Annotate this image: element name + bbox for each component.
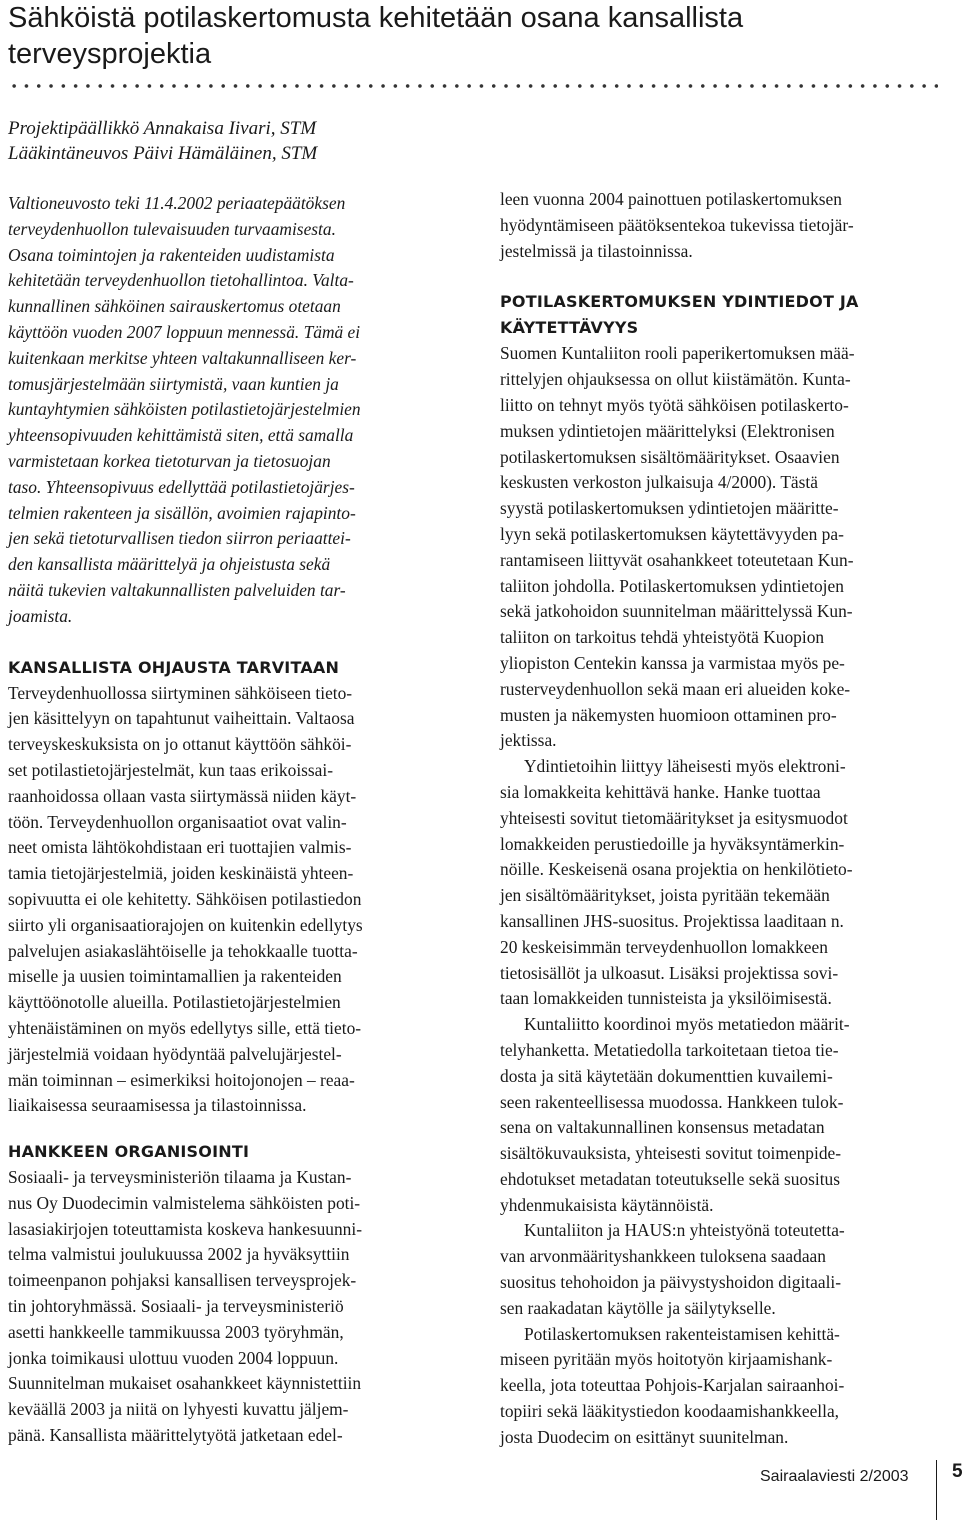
text-line: jektissa. [500, 730, 557, 751]
page-footer [760, 1461, 963, 1492]
body-paragraph [8, 1165, 453, 1449]
text-line: yliopiston Centekin kanssa ja varmistaa myös pe- [500, 652, 845, 673]
section-heading: POTILASKERTOMUKSEN YDINTIEDOT JA [500, 292, 859, 312]
text-line: Kuntaliiton ja HAUS:n yhteistyönä toteutetta- [524, 1220, 845, 1241]
author-line: Projektipäällikkö Annakaisa Iivari, STM [8, 118, 317, 139]
text-line: Valtioneuvosto teki 11.4.2002 periaatepäätöksen [8, 193, 346, 213]
title-line: Sähköistä potilaskertomusta kehitetään osana kansallista [8, 2, 744, 34]
text-line: lasasiakirjojen toteuttamista koskeva hankesuunni- [8, 1218, 363, 1239]
author-block [8, 116, 428, 166]
text-line: telyhanketta. Metatiedolla tarkoitetaan tietoa tie- [500, 1039, 839, 1060]
text-line: Potilaskertomuksen rakenteistamisen kehittä- [524, 1323, 840, 1344]
text-line: syystä potilaskertomuksen ydintietojen määritte- [500, 498, 839, 519]
text-line: jonka toimikausi ulottuu vuoden 2004 loppuun. [8, 1347, 339, 1368]
text-line: keskusten verkoston julkaisuja 4/2000). Tästä [500, 472, 818, 493]
text-line: leen vuonna 2004 painottuen potilaskertomuksen [500, 189, 842, 209]
body-paragraph [8, 681, 453, 1120]
text-line: näitä tukevien valtakunnallisten palveluiden tar- [8, 579, 346, 600]
text-line: jen sisältömääritykset, joista pyritään tekemään [500, 885, 830, 906]
text-line: kansallinen JHS-suositus. Projektissa laaditaan n. [500, 910, 844, 931]
text-line: nöille. Keskeisenä osana projektia on henkilötieto- [500, 859, 853, 880]
text-line: taan lomakkeiden tunnisteista ja yksilöimisestä. [500, 988, 832, 1009]
body-paragraph [500, 754, 950, 1012]
text-line: rantamiseen liittyvät osahankkeet toteutetaan Kun- [500, 549, 854, 570]
dotted-divider [8, 83, 938, 89]
body-paragraph [500, 341, 950, 754]
body-paragraph [500, 1012, 950, 1218]
section-heading: HANKKEEN ORGANISOINTI [8, 1142, 250, 1162]
body-paragraph [500, 187, 950, 264]
text-line: Suomen Kuntaliiton rooli paperikertomuksen mää- [500, 343, 855, 364]
text-line: toimeenpanon pohjaksi kansallisen terveysprojek- [8, 1270, 357, 1291]
text-line: liitto on tehnyt myös työtä sähköisen potilaskerto- [500, 394, 849, 415]
text-line: josta Duodecim on esittänyt suunitelman. [500, 1426, 789, 1447]
text-line: jen sekä tietoturvallisen tiedon siirron periaattei- [8, 528, 351, 549]
text-line: taliiton johdolla. Potilaskertomuksen ydintietojen [500, 575, 844, 596]
text-line: kuitenkaan merkitse yhteen valtakunnalliseen ker- [8, 347, 357, 368]
text-line: keväällä 2003 ja niitä on lyhyesti kuvattu jäljem- [8, 1399, 349, 1420]
footer-divider [936, 1460, 937, 1520]
text-line: kuntayhtymien sähköisten potilastietojärjestelmien [8, 399, 361, 420]
text-line: taliiton on tarkoitus tehdä yhteistyötä Kuopion [500, 627, 825, 648]
text-line: suositus tehohoidon ja päivystyshoidon digitaali- [500, 1272, 842, 1293]
title-line: terveysprojektia [8, 38, 212, 70]
text-line: pänä. Kansallista määrittelytyötä jatketaan edel- [8, 1425, 343, 1446]
left-column [8, 191, 453, 1449]
text-line: 20 keskeisimmän terveydenhuollon lomakkeen [500, 936, 828, 957]
text-line: lomakkeiden perustiedoille ja hyväksyntämerkin- [500, 833, 845, 854]
body-paragraph [500, 1322, 950, 1451]
section-heading: KÄYTETTÄVYYS [500, 318, 639, 338]
text-line: liaikaisessa seuraamisessa ja tilastoinnissa. [8, 1095, 307, 1116]
text-line: tin johtoryhmässä. Sosiaali- ja terveysministeriö [8, 1296, 344, 1317]
text-line: ehdotukset metadatan toteutukselle sekä suositus [500, 1168, 841, 1189]
text-line: asetti hankkeelle tammikuussa 2003 työryhmän, [8, 1321, 344, 1342]
text-line: Kuntaliitto koordinoi myös metatiedon määrit- [524, 1014, 850, 1035]
text-line: Ydintietoihin liittyy läheisesti myös elektroni- [524, 756, 846, 777]
text-line: sopivuutta ei ole kehitetty. Sähköisen potilastiedon [8, 888, 362, 909]
text-line: tamia tietojärjestelmiä, joiden keskinäistä yhteen- [8, 863, 354, 884]
journal-name: Sairaalaviesti 2/2003 [760, 1468, 909, 1485]
text-line: käyttöönotolle alueilla. Potilastietojärjestelmien [8, 992, 341, 1013]
text-line: yhteisesti sovitut tietomääritykset ja esitysmuodot [500, 807, 848, 828]
text-line: miseen pyritään myös hoitotyön kirjaamishank- [500, 1349, 833, 1370]
text-line: keella, jota toteuttaa Pohjois-Karjalan sairaanhoi- [500, 1375, 845, 1396]
text-line: miselle ja uusien toimintamallien ja rakenteiden [8, 966, 342, 987]
text-line: käyttöön vuoden 2007 loppuun mennessä. Tämä ei [8, 321, 361, 342]
text-line: Sosiaali- ja terveysministeriön tilaama ja Kustan- [8, 1167, 352, 1188]
text-line: seen rakenteellisessa muodossa. Hankkeen tulok- [500, 1091, 844, 1112]
author-line: Lääkintäneuvos Päivi Hämäläinen, STM [8, 143, 318, 164]
text-line: siirto yli organisaatiorajojen on kuitenkin edellytys [8, 914, 363, 935]
text-line: lyyn sekä potilaskertomuksen käytettävyyden pa- [500, 523, 844, 544]
text-line: Terveydenhuollossa siirtyminen sähköiseen tieto- [8, 682, 353, 703]
text-line: terveydenhuollon tulevaisuuden turvaamisesta. [8, 218, 336, 239]
article-title [8, 0, 948, 72]
text-line: järjestelmiä voidaan hyödyntää palvelujärjestel- [8, 1043, 342, 1064]
text-line: sia lomakkeita kehittävä hanke. Hanke tuottaa [500, 781, 821, 802]
text-line: musten ja näkemysten huomioon ottaminen pro- [500, 704, 837, 725]
text-line: sena on valtakunnallinen konsensus metadatan [500, 1117, 825, 1138]
text-line: hyödyntämiseen päätöksentekoa tukevissa tietojär- [500, 214, 854, 235]
right-column [500, 187, 950, 1451]
text-line: palvelujen asiakaslähtöiselle ja tehokkaalle tuotta- [8, 940, 358, 961]
text-line: sekä jatkohoidon suunnitelman määrittelyssä Kun- [500, 601, 853, 622]
body-paragraph [500, 1218, 950, 1321]
text-line: telma valmistui joulukuussa 2002 ja hyväksyttiin [8, 1244, 350, 1265]
text-line: Osana toimintojen ja rakenteiden uudistamista [8, 244, 335, 265]
text-line: kunnallinen sähköinen sairauskertomus otetaan [8, 296, 341, 317]
text-line: joamista. [8, 605, 73, 626]
text-line: set potilastietojärjestelmät, kun taas erikoissai- [8, 759, 334, 780]
text-line: rittelyjen ohjauksessa on ollut kiistämätön. Kunta- [500, 369, 851, 390]
text-line: van arvonmäärityshankkeen tuloksena saadaan [500, 1246, 826, 1267]
text-line: taso. Yhteensopivuus edellyttää potilastietojärjes- [8, 476, 355, 497]
text-line: nus Oy Duodecimin valmistelema sähköisten poti- [8, 1192, 361, 1213]
text-line: topiiri sekä lääkitystiedon koodaamishankkeella, [500, 1401, 840, 1422]
text-line: sen raakadatan käytölle ja säilytykselle. [500, 1297, 776, 1318]
text-line: rusterveydenhuollon sekä maan eri alueiden koke- [500, 678, 851, 699]
text-line: män toiminnan – esimerkiksi hoitojonojen – reaa- [8, 1069, 355, 1090]
text-line: dosta ja sitä käytetään dokumenttien kuvailemi- [500, 1065, 833, 1086]
text-line: Suunnitelman mukaiset osahankkeet käynnistettiin [8, 1373, 362, 1394]
text-line: töön. Terveydenhuollon organisaatiot ovat valin- [8, 811, 347, 832]
text-line: muksen ydintietojen määrittelyksi (Elektronisen [500, 420, 835, 441]
text-line: potilaskertomuksen sisältömääritykset. Osaavien [500, 446, 840, 467]
text-line: yhtenäistäminen on myös edellytys sille, että tieto- [8, 1017, 362, 1038]
text-line: yhdenmukaisista käytännöistä. [500, 1194, 714, 1215]
text-line: neet omista lähtökohdistaan eri tuottajien valmis- [8, 837, 352, 858]
text-line: tietosisällöt ja ulkoasut. Lisäksi projektissa sovi- [500, 962, 839, 983]
text-line: telmien rakenteen ja sisällön, avoimien rajapinto- [8, 502, 356, 523]
intro-paragraph [8, 191, 453, 630]
text-line: yhteensopivuuden kehittämistä siten, että samalla [8, 425, 354, 446]
text-line: jen käsittelyyn on tapahtunut vaiheittain. Valtaosa [8, 708, 355, 729]
text-line: sisältökuvauksista, yhteisesti sovitut toimenpide- [500, 1143, 842, 1164]
text-line: jestelmissä ja tilastoinnissa. [500, 240, 693, 261]
section-heading: KANSALLISTA OHJAUSTA TARVITAAN [8, 657, 340, 677]
text-line: varmistetaan korkea tietoturvan ja tietosuojan [8, 450, 331, 471]
text-line: raanhoidossa ollaan vasta siirtymässä niiden käyt- [8, 785, 357, 806]
text-line: kehitetään terveydenhuollon tietohallintoa. Valta- [8, 270, 354, 291]
text-line: tomusjärjestelmään siirtymistä, vaan kuntien ja [8, 373, 339, 394]
page-number: 5 [952, 1461, 963, 1482]
text-line: terveyskeskuksista on jo ottanut käyttöön sähköi- [8, 734, 352, 755]
text-line: den kansallista määrittelyä ja ohjeistusta sekä [8, 554, 331, 575]
